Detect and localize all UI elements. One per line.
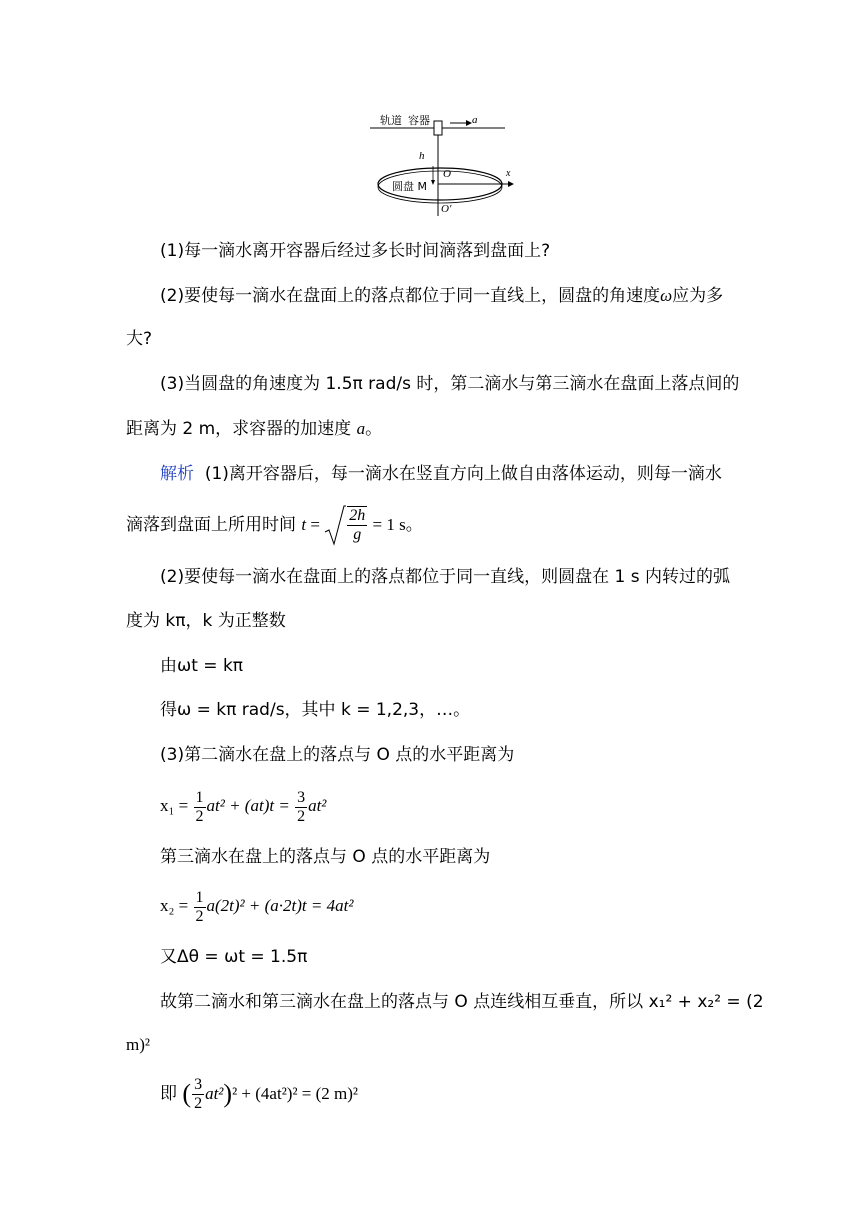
line6-pre: 即 [160,1084,183,1104]
line6-in: at² [205,1084,224,1103]
figure-label-a: a [472,114,478,126]
three-den: 2 [297,807,306,825]
x2-lhs: x₂ = [160,896,193,915]
t-var: t [301,515,307,534]
x1-equation [160,784,326,828]
question-2-line1 [160,285,723,307]
figure-label-h: h [419,150,425,162]
figure-label-rail: 轨道 [380,114,402,127]
question-3-text-b: 距离为 2 m，求容器的加速度 [126,419,357,439]
solution-2-line3: 由ωt = kπ [160,656,244,676]
solution-3-line6: 即 ( $\frac{3}{2}$ at²)² + (4at²)² = (2 m)² [160,1075,359,1112]
figure-label-x: x [506,168,511,179]
question-2-line2: 大? [126,329,153,349]
figure-label-container: 容器 [408,114,430,127]
sqrt-den: g [353,526,362,543]
solution-1-text-a: (1)离开容器后，每一滴水在竖直方向上做自由落体运动，则每一滴水 [204,464,722,484]
three-num-2: 3 [194,1075,203,1093]
solution-3-line4: 故第二滴水和第三滴水在盘上的落点与 O 点连线相互垂直，所以 x₁² + x₂² = (2 [160,992,764,1012]
x1-lhs: x₁ = [160,796,193,815]
half-num-2: 1 [195,888,204,906]
figure-label-Oprime: O′ [441,203,452,215]
solution-3-line2: 第三滴水在盘上的落点与 O 点的水平距离为 [160,847,491,867]
question-3-line1: (3)当圆盘的角速度为 1.5π rad/s 时，第二滴水与第三滴水在盘面上落点间的 [160,374,740,394]
solution-1-text-b: 滴落到盘面上所用时间 [126,515,302,535]
x2-rest: a(2t)² + (a·2t)t = 4at² [206,896,354,915]
sqrt-num: 2h [349,507,366,524]
omega-symbol: ω [660,286,673,305]
question-2-text-a: (2)要使每一滴水在盘面上的落点都位于同一直线上，圆盘的角速度 [160,286,661,306]
equals: = [306,515,325,534]
accel-var: a [356,419,366,438]
figure-label-disc: 圆盘 M [392,180,427,193]
half-den: 2 [195,807,204,825]
solution-2-line1: (2)要使每一滴水在盘面上的落点都位于同一直线，则圆盘在 1 s 内转过的弧 [160,567,730,587]
figure-label-O: O [443,168,451,180]
x1-mid2: at² [308,796,327,815]
question-1: (1)每一滴水离开容器后经过多长时间滴落到盘面上? [160,241,551,261]
line6-post: ² + (4at²)² = (2 m)² [232,1084,359,1103]
sqrt-expression [324,504,368,546]
solution-1-line1 [160,463,722,485]
question-3-line2 [126,418,382,440]
container-box [434,121,442,135]
solution-3-line5: m)² [126,1035,150,1054]
x1-mid1: at² + (at)t = [206,796,295,815]
question-3-end: 。 [365,419,383,439]
solution-1-line2 [126,504,423,548]
question-2-text-b: 应为多 [672,286,724,306]
solution-2-line4: 得ω = kπ rad/s，其中 k = 1,2,3，…。 [160,700,471,720]
solution-3-line1: (3)第二滴水在盘上的落点与 O 点的水平距离为 [160,745,515,765]
half-num: 1 [195,788,204,806]
solution-2-line2: 度为 kπ，k 为正整数 [126,611,286,631]
solution-label: 解析 [160,464,194,484]
solution-3-line3: 又Δθ = ωt = 1.5π [160,947,308,967]
x2-equation [160,884,353,928]
three-den-2: 2 [194,1094,203,1112]
three-num: 3 [297,788,306,806]
half-den-2: 2 [195,907,204,925]
result: = 1 s。 [368,515,423,534]
